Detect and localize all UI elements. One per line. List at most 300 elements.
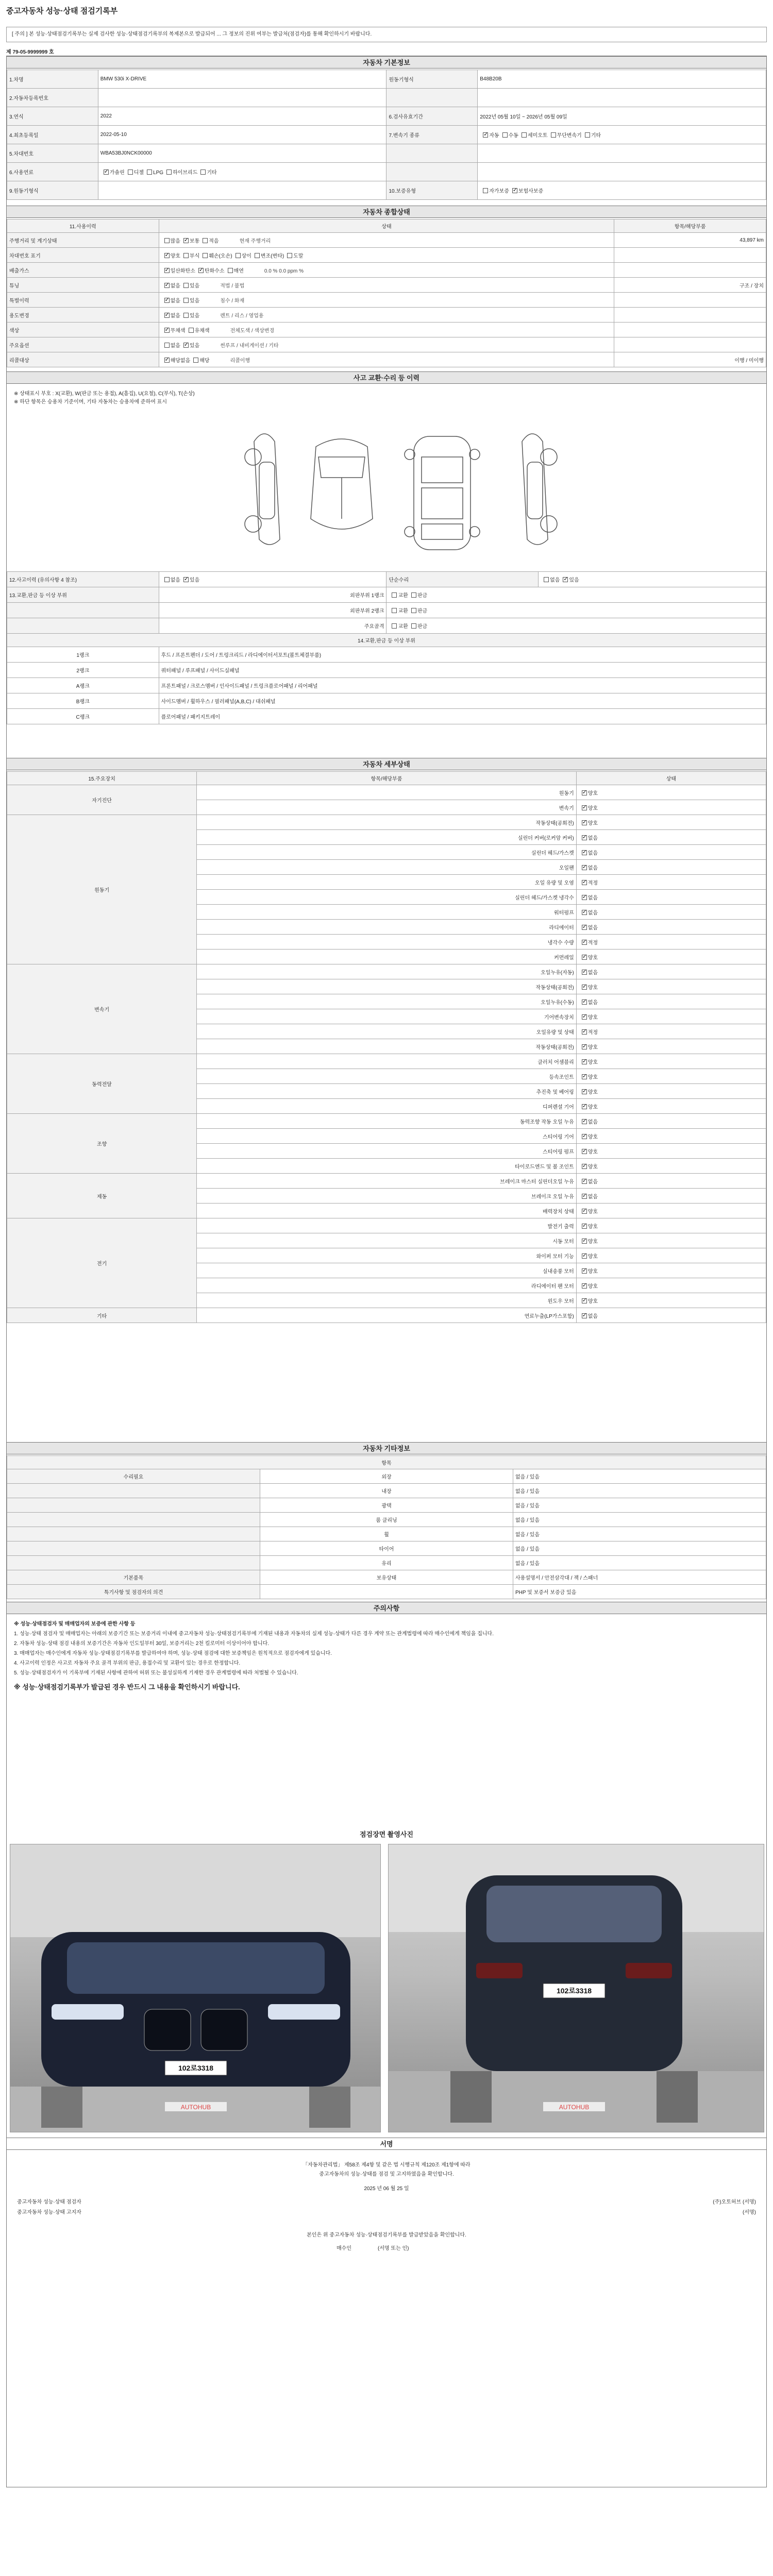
basic-label: 6.사용연료 [7, 163, 98, 181]
detail-status-label: 양호 [587, 1044, 598, 1050]
general-checkbox[interactable] [164, 313, 170, 318]
other-group [7, 1527, 260, 1541]
accident-checkbox[interactable] [164, 577, 170, 582]
general-status-block [7, 219, 766, 367]
general-checkbox[interactable] [183, 253, 189, 258]
general-checkbox[interactable] [164, 268, 170, 273]
detail-group: 변속기 [7, 964, 197, 1054]
transmission-checkbox[interactable] [522, 132, 527, 138]
general-checkbox[interactable] [193, 358, 198, 363]
other-row [7, 1513, 766, 1527]
general-checkbox[interactable] [203, 253, 208, 258]
rank-option-label: 판금 [417, 608, 428, 614]
detail-status-checkbox[interactable] [582, 1074, 587, 1079]
general-label: 리콜대상 [7, 352, 159, 367]
other-group [7, 1513, 260, 1527]
rank-row [7, 587, 766, 603]
rank-checkbox[interactable] [392, 592, 397, 598]
rank-checkbox[interactable] [392, 623, 397, 629]
detail-status-checkbox[interactable] [582, 1134, 587, 1139]
detail-status-checkbox[interactable] [582, 1014, 587, 1020]
general-label: 특별이력 [7, 293, 159, 308]
detail-status-checkbox[interactable] [582, 1029, 587, 1035]
detail-status-label: 양호 [587, 790, 598, 796]
general-option-label: 상이 [241, 253, 251, 259]
general-checkbox[interactable] [287, 253, 292, 258]
general-extra: 적법 / 불법 [220, 283, 245, 289]
general-label: 주요옵션 [7, 337, 159, 352]
accident-checkbox[interactable] [183, 577, 189, 582]
general-checkbox[interactable] [164, 238, 170, 243]
detail-item: 기어변속장치 [197, 1009, 577, 1024]
detail-status-checkbox[interactable] [582, 1149, 587, 1154]
other-row [7, 1527, 766, 1541]
basic-value [478, 126, 766, 144]
detail-status [576, 1054, 766, 1069]
car-left-side-diagram [245, 434, 280, 545]
repair-label: 단순수리 [386, 572, 539, 587]
detail-item: 와이퍼 모터 기능 [197, 1248, 577, 1263]
detail-status-label: 없음 [587, 1179, 598, 1185]
general-option-label: 없음 [170, 283, 180, 289]
general-status-table [7, 219, 766, 367]
detail-status [576, 800, 766, 815]
general-status [159, 263, 614, 278]
basic-value: WBA53BJ0NCK00000 [98, 144, 386, 163]
detail-item: 추진축 및 베어링 [197, 1084, 577, 1099]
exchange-label: 13.교환,판금 등 이상 부위 [7, 587, 159, 603]
detail-status [576, 1308, 766, 1323]
rank-checkbox[interactable] [411, 608, 416, 613]
notifier-name: (서명) [743, 2210, 756, 2215]
other-row [7, 1469, 766, 1484]
detail-group: 자기진단 [7, 785, 197, 815]
general-option-label: 있음 [189, 298, 200, 304]
detail-status-label: 양호 [587, 1149, 598, 1155]
car-top-view-diagram [405, 436, 480, 550]
detail-item: 라디에이터 [197, 920, 577, 935]
detail-status-checkbox[interactable] [582, 1194, 587, 1199]
fuel-option-label: 디젤 [133, 170, 144, 176]
repair-checkbox[interactable] [563, 577, 568, 582]
caution-line: 5. 성능·상태점검자가 이 기록부에 기재된 사항에 관하여 허위 또는 불성실하게 기재한 경우 관계법령에 따라 처벌될 수 있습니다. [14, 1670, 298, 1676]
general-value: 43,897 km [614, 233, 766, 248]
other-group [7, 1484, 260, 1498]
general-option-label: 유채색 [194, 328, 210, 334]
detail-item: 오일팬 [197, 860, 577, 875]
basic-row [7, 163, 766, 181]
general-option-label: 도말 [293, 253, 304, 259]
general-extra: 0.0 % 0.0 ppm % [264, 268, 304, 274]
detail-item: 원동기 [197, 785, 577, 800]
detail-row [7, 1308, 766, 1323]
general-checkbox[interactable] [164, 358, 170, 363]
general-status [159, 352, 614, 367]
rank-row [7, 603, 766, 618]
detail-status-checkbox[interactable] [582, 1313, 587, 1318]
rank-option-label: 교환 [398, 593, 408, 599]
detail-status-checkbox[interactable] [582, 1089, 587, 1094]
detail-header-cell: 15.주요장치 [7, 772, 197, 785]
rank-checkbox[interactable] [411, 623, 416, 629]
basic-value [478, 181, 766, 200]
repair-option-label: 없음 [550, 578, 560, 583]
detail-status-label: 없음 [587, 1119, 598, 1125]
rank-name: 외판부위 2랭크 [159, 603, 386, 618]
general-value [614, 323, 766, 337]
general-option-label: 없음 [170, 313, 180, 319]
detail-item: 오일누유(자동) [197, 964, 577, 979]
detail-status [576, 860, 766, 875]
accident-label: 12.사고이력 (유의사항 4 참조) [7, 572, 159, 587]
detail-status [576, 920, 766, 935]
detail-status-checkbox[interactable] [582, 1283, 587, 1289]
other-row [7, 1556, 766, 1570]
fuel-checkbox[interactable] [166, 170, 172, 175]
general-option-label: 해당없음 [170, 358, 191, 364]
detail-header-row [7, 772, 766, 785]
rear-photo [388, 1844, 764, 2132]
general-value [614, 248, 766, 263]
general-checkbox[interactable] [164, 283, 170, 288]
general-option-label: 없음 [170, 298, 180, 304]
detail-item: 등속조인트 [197, 1069, 577, 1084]
parts-title: 14.교환,판금 등 이상 부위 [7, 634, 766, 647]
parts-row [7, 693, 766, 709]
transmission-checkbox[interactable] [551, 132, 556, 138]
other-group: 기본품목 [7, 1570, 260, 1585]
detail-item: 스티어링 기어 [197, 1129, 577, 1144]
detail-status-label: 없음 [587, 865, 598, 871]
general-header-cell: 항목/해당부품 [614, 219, 766, 233]
general-checkbox[interactable] [164, 253, 170, 258]
fuel-checkbox[interactable] [128, 170, 133, 175]
detail-status-checkbox[interactable] [582, 1298, 587, 1303]
general-value [614, 308, 766, 323]
detail-status-label: 양호 [587, 805, 598, 811]
detail-status-label: 양호 [587, 1224, 598, 1230]
fuel-option-label: 하이브리드 [173, 170, 198, 176]
detail-status [576, 1084, 766, 1099]
warranty-checkbox[interactable] [483, 188, 488, 193]
fuel-checkbox[interactable] [147, 170, 152, 175]
detail-status-label: 양호 [587, 820, 598, 826]
general-checkbox[interactable] [164, 343, 170, 348]
other-header-row [7, 1456, 766, 1469]
general-option-label: 부식 [189, 253, 200, 259]
caution-highlight: ※ 성능·상태점검기록부가 발급된 경우 반드시 그 내용을 확인하시기 바랍니다. [14, 1683, 240, 1691]
detail-status-checkbox[interactable] [582, 1164, 587, 1169]
damage-legend-note: ※ 하단 항목은 승용차 기준이며, 기타 자동차는 승용차에 준하여 표시 [14, 399, 167, 405]
exchange-label [7, 603, 159, 618]
detail-status-checkbox[interactable] [582, 1119, 587, 1124]
detail-status-checkbox[interactable] [582, 970, 587, 975]
general-checkbox[interactable] [189, 328, 194, 333]
general-label: 주행거리 및 계기상태 [7, 233, 159, 248]
detail-status-label: 양호 [587, 985, 598, 991]
detail-status [576, 1009, 766, 1024]
transmission-checkbox[interactable] [483, 132, 488, 138]
general-option-label: 훼손(오손) [209, 253, 232, 259]
detail-item: 작동상태(공회전) [197, 1039, 577, 1054]
other-item: 휠 [260, 1527, 513, 1541]
other-row [7, 1570, 766, 1585]
parts-rank: B랭크 [7, 693, 159, 709]
general-label: 용도변경 [7, 308, 159, 323]
general-checkbox[interactable] [164, 298, 170, 303]
general-status [159, 278, 614, 293]
notice-box: [ 주의 ] 본 성능·상태점검기록부는 실제 검사한 성능·상태점검기록부의 복제본으로 발급되어 ... 그 정보의 진위 여부는 발급처(점검자)를 통해 확인하시기 바랍니다. [6, 27, 767, 42]
detail-item: 작동상태(공회전) [197, 815, 577, 830]
section-other-title: 자동차 기타정보 [7, 1442, 766, 1454]
detail-status-label: 없음 [587, 1194, 598, 1200]
detail-status-checkbox[interactable] [582, 1209, 587, 1214]
basic-label: 3.연식 [7, 107, 98, 126]
general-checkbox[interactable] [255, 253, 260, 258]
warranty-option-label: 자가보증 [489, 189, 509, 194]
general-header-cell: 상태 [159, 219, 614, 233]
detail-status-checkbox[interactable] [582, 835, 587, 840]
detail-status-checkbox[interactable] [582, 910, 587, 915]
basic-value [98, 89, 386, 107]
repair-option-label: 있음 [569, 578, 579, 583]
other-item: 유리 [260, 1556, 513, 1570]
parts-row [7, 678, 766, 693]
detail-status [576, 1293, 766, 1308]
detail-status-checkbox[interactable] [582, 925, 587, 930]
general-checkbox[interactable] [183, 283, 189, 288]
notifier-label: 중고자동차 성능·상태 고지자 [17, 2210, 81, 2215]
section-basic-title: 자동차 기본정보 [7, 56, 766, 69]
detail-status-label: 없음 [587, 925, 598, 931]
detail-status [576, 979, 766, 994]
detail-item: 실린더 헤드/가스켓 [197, 845, 577, 860]
other-item: 보유상태 [260, 1570, 513, 1585]
detail-status [576, 1189, 766, 1204]
detail-status-checkbox[interactable] [582, 1253, 587, 1259]
basic-row [7, 70, 766, 89]
detail-status-checkbox[interactable] [582, 1044, 587, 1049]
detail-status [576, 1129, 766, 1144]
detail-status-checkbox[interactable] [582, 850, 587, 855]
detail-status [576, 1263, 766, 1278]
repair-checkbox[interactable] [544, 577, 549, 582]
detail-status-label: 양호 [587, 1134, 598, 1140]
detail-status-checkbox[interactable] [582, 790, 587, 795]
detail-status [576, 1024, 766, 1039]
caution-block [7, 1615, 766, 1696]
general-checkbox[interactable] [164, 328, 170, 333]
car-diagram-svg [7, 385, 767, 570]
other-header-cell: 항목 [7, 1456, 766, 1469]
detail-status-label: 없음 [587, 970, 598, 976]
detail-status-checkbox[interactable] [582, 865, 587, 870]
detail-item: 동력조향 작동 오일 누유 [197, 1114, 577, 1129]
detail-status-checkbox[interactable] [582, 820, 587, 825]
damage-legend: ※ 상태표시 부호 : X(교환), W(판금 또는 용접), A(흠집), U(요철), C(부식), T(손상) [14, 391, 195, 397]
rank-row [7, 618, 766, 634]
general-option-label: 해당 [199, 358, 210, 364]
transmission-checkbox[interactable] [502, 132, 508, 138]
general-extra: 현재 주행거리 [239, 238, 271, 244]
general-checkbox[interactable] [228, 268, 233, 273]
detail-row [7, 964, 766, 979]
detail-status [576, 875, 766, 890]
other-value: 없음 / 있음 [513, 1498, 766, 1513]
detail-status [576, 1248, 766, 1263]
general-option-label: 무채색 [170, 328, 186, 334]
detail-status [576, 830, 766, 845]
general-label: 차대번호 표기 [7, 248, 159, 263]
general-option-label: 매연 [233, 268, 244, 274]
detail-status [576, 1233, 766, 1248]
detail-status-label: 양호 [587, 1239, 598, 1245]
detail-status-checkbox[interactable] [582, 940, 587, 945]
damage-summary-block [7, 571, 766, 724]
caution-heading: ※ 성능·상태점검자 및 매매업자의 보증에 관한 사항 등 [14, 1621, 136, 1627]
general-checkbox[interactable] [183, 298, 189, 303]
basic-label: 10.보증유형 [386, 181, 478, 200]
other-row [7, 1484, 766, 1498]
warranty-checkbox[interactable] [512, 188, 517, 193]
other-value: 없음 / 있음 [513, 1556, 766, 1570]
signature-date: 2025 년 06 월 25 일 [364, 2186, 409, 2192]
general-status [159, 293, 614, 308]
general-label: 배출가스 [7, 263, 159, 278]
detail-row [7, 1218, 766, 1233]
inspector-label: 중고자동차 성능·상태 점검자 [17, 2199, 81, 2205]
section-signature-title: 서명 [7, 2138, 766, 2150]
detail-status-checkbox[interactable] [582, 1268, 587, 1274]
basic-row [7, 107, 766, 126]
detail-item: 디퍼렌셜 기어 [197, 1099, 577, 1114]
detail-status-label: 없음 [587, 835, 598, 841]
caution-line: 1. 성능·상태 점검자 및 매매업자는 아래의 보증기간 또는 보증거리 이내에 중고자동차 성능·상태점검기록부에 기재된 내용과 자동차의 실제 성능·상태가 다른 경우 계약 또는 관계법령에 따라 매수인에게 책임을 집니다. [14, 1631, 494, 1637]
general-extra: 썬루프 / 내비게이션 / 기타 [220, 343, 279, 349]
detail-status-label: 양호 [587, 955, 598, 961]
detail-item: 실린더 헤드/가스켓 냉각수 [197, 890, 577, 905]
fuel-option-label: 가솔린 [109, 170, 125, 176]
general-option-label: 없음 [170, 343, 180, 349]
detail-status-checkbox[interactable] [582, 985, 587, 990]
detail-item: 실린더 커버(로커암 커버) [197, 830, 577, 845]
record-frame [6, 56, 767, 2487]
rank-checkbox[interactable] [392, 608, 397, 613]
basic-value: B48B20B [478, 70, 766, 89]
detail-status [576, 994, 766, 1009]
detail-status [576, 1218, 766, 1233]
detail-status-label: 적정 [587, 940, 598, 946]
document-number: 제 79-05-9999999 호 [6, 49, 54, 55]
detail-item: 브레이크 오일 누유 [197, 1189, 577, 1204]
detail-item: 타이로드엔드 및 볼 조인트 [197, 1159, 577, 1174]
detail-status-label: 양호 [587, 1283, 598, 1290]
basic-value: 2022-05-10 [98, 126, 386, 144]
rear-photo-brand: AUTOHUB [559, 2104, 590, 2111]
basic-value [98, 163, 386, 181]
rank-option-label: 교환 [398, 608, 408, 614]
exchange-label [7, 618, 159, 634]
detail-item: 클러치 어셈블리 [197, 1054, 577, 1069]
general-checkbox[interactable] [236, 253, 241, 258]
caution-lines [14, 1630, 759, 1677]
detail-status-checkbox[interactable] [582, 805, 587, 810]
fuel-checkbox[interactable] [104, 170, 109, 175]
parts-row [7, 709, 766, 724]
detail-row [7, 1174, 766, 1189]
other-info-table [7, 1455, 766, 1599]
car-top-front-diagram [311, 439, 373, 529]
other-value: 없음 / 있음 [513, 1469, 766, 1484]
rank-options [386, 618, 766, 634]
detail-status-checkbox[interactable] [582, 999, 587, 1005]
detail-status [576, 890, 766, 905]
detail-status-label: 없음 [587, 1313, 598, 1319]
other-item: 외장 [260, 1469, 513, 1484]
detail-status-checkbox[interactable] [582, 955, 587, 960]
general-checkbox[interactable] [183, 343, 189, 348]
detail-status-checkbox[interactable] [582, 895, 587, 900]
rank-checkbox[interactable] [411, 592, 416, 598]
detail-status-label: 양호 [587, 1014, 598, 1021]
parts-rank: A랭크 [7, 678, 159, 693]
general-option-label: 적음 [209, 238, 219, 244]
general-checkbox[interactable] [183, 238, 189, 243]
basic-info-block [7, 70, 766, 200]
general-value: 구조 / 장치 [614, 278, 766, 293]
detail-status [576, 964, 766, 979]
other-group: 특기사항 및 점검자의 의견 [7, 1585, 260, 1599]
general-label: 색상 [7, 323, 159, 337]
basic-info-table [7, 70, 766, 200]
general-checkbox[interactable] [203, 238, 208, 243]
general-checkbox[interactable] [198, 268, 204, 273]
accident-option-label: 있음 [189, 578, 200, 583]
detail-header-cell: 상태 [576, 772, 766, 785]
detail-status-checkbox[interactable] [582, 880, 587, 885]
basic-value [478, 89, 766, 107]
detail-status-checkbox[interactable] [582, 1104, 587, 1109]
basic-label: 4.최초등록일 [7, 126, 98, 144]
document-title: 중고자동차 성능·상태 점검기록부 [6, 7, 118, 15]
general-label: 튜닝 [7, 278, 159, 293]
general-header-cell: 11.사용이력 [7, 219, 159, 233]
detail-item: 냉각수 수량 [197, 935, 577, 950]
basic-label [386, 144, 478, 163]
detail-item: 변속기 [197, 800, 577, 815]
detail-status-checkbox[interactable] [582, 1239, 587, 1244]
detail-status-checkbox[interactable] [582, 1059, 587, 1064]
detail-status [576, 1069, 766, 1084]
transmission-option-label: 기타 [591, 133, 601, 139]
general-checkbox[interactable] [183, 313, 189, 318]
signature-text-1: 「자동차관리법」 제58조 제4항 및 같은 법 시행규칙 제120조 제1항에 따라 [303, 2162, 470, 2168]
parts-list: 플로어패널 / 패키지트레이 [159, 709, 766, 724]
fuel-checkbox[interactable] [200, 170, 206, 175]
detail-status-label: 없음 [587, 910, 598, 916]
transmission-checkbox[interactable] [585, 132, 590, 138]
rank-option-label: 판금 [417, 593, 428, 599]
detail-status-checkbox[interactable] [582, 1224, 587, 1229]
basic-label [386, 163, 478, 181]
rank-option-label: 교환 [398, 624, 408, 630]
car-right-side-diagram [522, 434, 557, 545]
fuel-option-label: 기타 [207, 170, 217, 176]
general-option-label: 탄화수소 [204, 268, 225, 274]
caution-line: 2. 자동차 성능·상태 점검 내용의 보증기간은 자동차 인도일부터 30일, 보증거리는 2천 킬로미터 이상이어야 합니다. [14, 1641, 270, 1647]
general-value: 이행 / 미이행 [614, 352, 766, 367]
detail-status-checkbox[interactable] [582, 1179, 587, 1184]
